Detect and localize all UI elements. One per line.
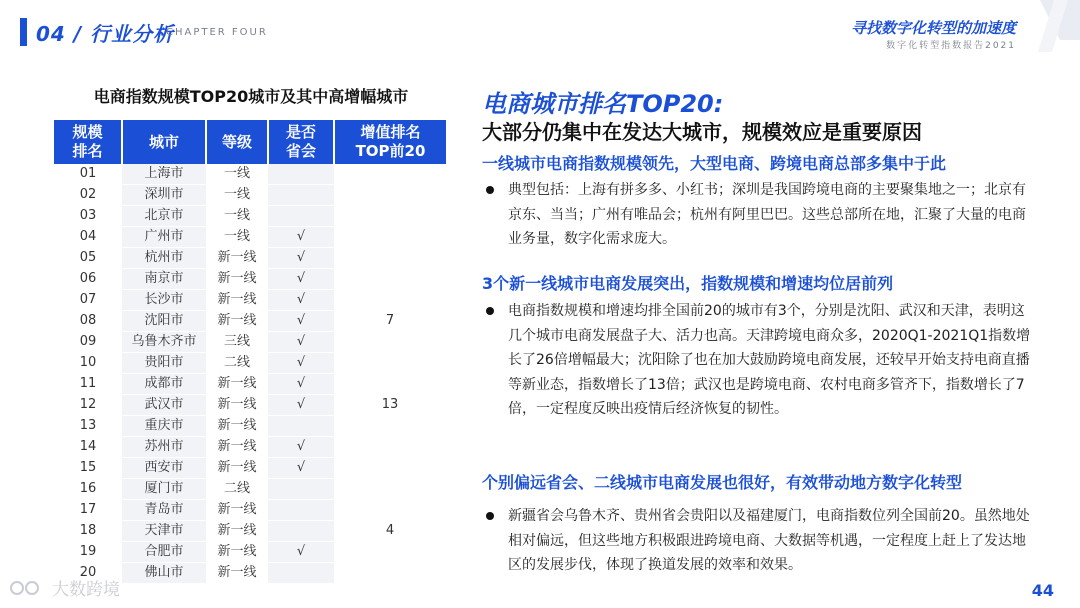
- table-row: [54, 521, 446, 542]
- capital-cell: √: [268, 353, 334, 374]
- city-cell: 青岛市: [122, 500, 206, 521]
- capital-cell: √: [268, 311, 334, 332]
- bullet-icon: [486, 186, 494, 194]
- table-body: [54, 164, 446, 584]
- growth-rank-cell: [334, 164, 446, 185]
- growth-rank-cell: [334, 437, 446, 458]
- rank-cell: 14: [54, 437, 122, 458]
- tier-cell: 新一线: [206, 500, 268, 521]
- city-cell: 重庆市: [122, 416, 206, 437]
- rank-cell: 05: [54, 248, 122, 269]
- table-row: [54, 416, 446, 437]
- growth-rank-cell: [334, 353, 446, 374]
- growth-rank-cell: [334, 185, 446, 206]
- rank-cell: 07: [54, 290, 122, 311]
- page-number: 44: [1031, 581, 1054, 600]
- column-header: 等级: [206, 120, 268, 164]
- capital-cell: [268, 521, 334, 542]
- city-cell: 长沙市: [122, 290, 206, 311]
- table-row: [54, 395, 446, 416]
- tier-cell: 新一线: [206, 248, 268, 269]
- city-cell: 厦门市: [122, 479, 206, 500]
- rank-cell: 04: [54, 227, 122, 248]
- chapter-accent-bar: [20, 18, 27, 46]
- section-text-1: 典型包括：上海有拼多多、小红书；深圳是我国跨境电商的主要聚集地之一；北京有京东、当当；广州有唯品会；杭州有阿里巴巴。这些总部所在地，汇聚了大量的电商业务量，数字化需求庞大。: [508, 182, 1026, 247]
- table-header-row: [54, 120, 446, 164]
- city-ranking-table: [54, 120, 446, 584]
- table-row: [54, 269, 446, 290]
- growth-rank-cell: 4: [334, 521, 446, 542]
- growth-rank-cell: [334, 332, 446, 353]
- capital-cell: [268, 500, 334, 521]
- table-row: [54, 353, 446, 374]
- chapter-title: 04 / 行业分析: [36, 22, 175, 46]
- tier-cell: 二线: [206, 479, 268, 500]
- rank-cell: 10: [54, 353, 122, 374]
- growth-rank-cell: 13: [334, 395, 446, 416]
- tier-cell: 二线: [206, 353, 268, 374]
- tier-cell: 新一线: [206, 395, 268, 416]
- main-subheading: 大部分仍集中在发达大城市，规模效应是重要原因: [482, 120, 922, 144]
- capital-cell: √: [268, 395, 334, 416]
- rank-cell: 03: [54, 206, 122, 227]
- capital-cell: [268, 416, 334, 437]
- rank-cell: 08: [54, 311, 122, 332]
- table-row: [54, 290, 446, 311]
- capital-cell: √: [268, 227, 334, 248]
- city-cell: 贵阳市: [122, 353, 206, 374]
- growth-rank-cell: [334, 290, 446, 311]
- table-row: [54, 206, 446, 227]
- report-subtitle: 数字化转型指数报告2021: [886, 41, 1016, 51]
- table-row: [54, 248, 446, 269]
- rank-cell: 12: [54, 395, 122, 416]
- city-cell: 佛山市: [122, 563, 206, 584]
- column-header: 增值排名 TOP前20: [334, 120, 446, 164]
- section-text-2: 电商指数规模和增速均排全国前20的城市有3个，分别是沈阳、武汉和天津，表明这几个城市电商发展盘子大、活力也高。天津跨境电商众多，2020Q1-2021Q1指数增长了26倍增幅最大；沈阳除了也在加大鼓励跨境电商发展，还较早开始支持电商直播等新业态，指数增长了13倍；武汉也是跨境电商、农村电商多管齐下，指数增长了7倍，一定程度反映出疫情后经济恢复的韧性。: [508, 303, 1031, 417]
- growth-rank-cell: [334, 479, 446, 500]
- table-row: [54, 185, 446, 206]
- tier-cell: 一线: [206, 206, 268, 227]
- rank-cell: 15: [54, 458, 122, 479]
- table-row: [54, 437, 446, 458]
- capital-cell: √: [268, 542, 334, 563]
- rank-cell: 20: [54, 563, 122, 584]
- capital-cell: [268, 185, 334, 206]
- chapter-subtitle: CHAPTER FOUR: [166, 27, 268, 38]
- city-cell: 南京市: [122, 269, 206, 290]
- section-heading-2: 3个新一线城市电商发展突出，指数规模和增速均位居前列: [482, 274, 894, 293]
- watermark-logo-icon: [8, 579, 48, 597]
- city-cell: 苏州市: [122, 437, 206, 458]
- table-row: [54, 542, 446, 563]
- column-header: 是否 省会: [268, 120, 334, 164]
- watermark-text: 大数跨境: [52, 580, 120, 600]
- rank-cell: 06: [54, 269, 122, 290]
- growth-rank-cell: [334, 500, 446, 521]
- table-row: [54, 311, 446, 332]
- rank-cell: 02: [54, 185, 122, 206]
- tier-cell: 三线: [206, 332, 268, 353]
- growth-rank-cell: [334, 458, 446, 479]
- rank-cell: 01: [54, 164, 122, 185]
- section-heading-3: 个别偏远省会、二线城市电商发展也很好，有效带动地方数字化转型: [482, 473, 963, 492]
- rank-cell: 18: [54, 521, 122, 542]
- city-cell: 乌鲁木齐市: [122, 332, 206, 353]
- city-cell: 北京市: [122, 206, 206, 227]
- section-heading-1: 一线城市电商指数规模领先，大型电商、跨境电商总部多集中于此: [482, 154, 947, 173]
- rank-cell: 11: [54, 374, 122, 395]
- tier-cell: 新一线: [206, 521, 268, 542]
- bullet-icon: [486, 307, 494, 315]
- city-cell: 合肥市: [122, 542, 206, 563]
- table-row: [54, 374, 446, 395]
- capital-cell: √: [268, 248, 334, 269]
- rank-cell: 17: [54, 500, 122, 521]
- capital-cell: [268, 563, 334, 584]
- growth-rank-cell: [334, 206, 446, 227]
- tier-cell: 新一线: [206, 374, 268, 395]
- city-cell: 成都市: [122, 374, 206, 395]
- growth-rank-cell: [334, 416, 446, 437]
- city-cell: 上海市: [122, 164, 206, 185]
- column-header: 规模 排名: [54, 120, 122, 164]
- capital-cell: √: [268, 437, 334, 458]
- section-text-3: 新疆省会乌鲁木齐、贵州省会贵阳以及福建厦门，电商指数位列全国前20。虽然地处相对偏远，但这些地方积极跟进跨境电商、大数据等机遇，一定程度上赶上了发达地区的发展步伐，体现了换道发展的效率和效果。: [508, 508, 1030, 573]
- capital-cell: √: [268, 290, 334, 311]
- growth-rank-cell: 7: [334, 311, 446, 332]
- table-row: [54, 227, 446, 248]
- city-cell: 西安市: [122, 458, 206, 479]
- table-row: [54, 332, 446, 353]
- column-header: 城市: [122, 120, 206, 164]
- table-title: 电商指数规模TOP20城市及其中高增幅城市: [93, 87, 409, 106]
- bullet-icon: [486, 512, 494, 520]
- tier-cell: 一线: [206, 185, 268, 206]
- table-row: [54, 500, 446, 521]
- city-cell: 沈阳市: [122, 311, 206, 332]
- tier-cell: 新一线: [206, 542, 268, 563]
- rank-cell: 09: [54, 332, 122, 353]
- table-row: [54, 479, 446, 500]
- capital-cell: √: [268, 332, 334, 353]
- main-heading: 电商城市排名TOP20:: [482, 90, 724, 118]
- watermark: [8, 575, 120, 600]
- growth-rank-cell: [334, 542, 446, 563]
- rank-cell: 16: [54, 479, 122, 500]
- table-row: [54, 458, 446, 479]
- capital-cell: √: [268, 269, 334, 290]
- capital-cell: √: [268, 458, 334, 479]
- corner-decoration-icon: [1010, 0, 1080, 70]
- city-cell: 武汉市: [122, 395, 206, 416]
- growth-rank-cell: [334, 248, 446, 269]
- tier-cell: 一线: [206, 164, 268, 185]
- rank-cell: 13: [54, 416, 122, 437]
- tier-cell: 新一线: [206, 563, 268, 584]
- city-cell: 深圳市: [122, 185, 206, 206]
- growth-rank-cell: [334, 374, 446, 395]
- growth-rank-cell: [334, 563, 446, 584]
- tier-cell: 新一线: [206, 290, 268, 311]
- capital-cell: [268, 164, 334, 185]
- table-row: [54, 164, 446, 185]
- tier-cell: 新一线: [206, 437, 268, 458]
- tier-cell: 新一线: [206, 269, 268, 290]
- city-cell: 杭州市: [122, 248, 206, 269]
- growth-rank-cell: [334, 269, 446, 290]
- capital-cell: [268, 206, 334, 227]
- tier-cell: 新一线: [206, 416, 268, 437]
- city-cell: 广州市: [122, 227, 206, 248]
- capital-cell: √: [268, 374, 334, 395]
- rank-cell: 19: [54, 542, 122, 563]
- tier-cell: 新一线: [206, 311, 268, 332]
- report-title: 寻找数字化转型的加速度: [850, 19, 1016, 37]
- capital-cell: [268, 479, 334, 500]
- city-cell: 天津市: [122, 521, 206, 542]
- tier-cell: 一线: [206, 227, 268, 248]
- growth-rank-cell: [334, 227, 446, 248]
- tier-cell: 新一线: [206, 458, 268, 479]
